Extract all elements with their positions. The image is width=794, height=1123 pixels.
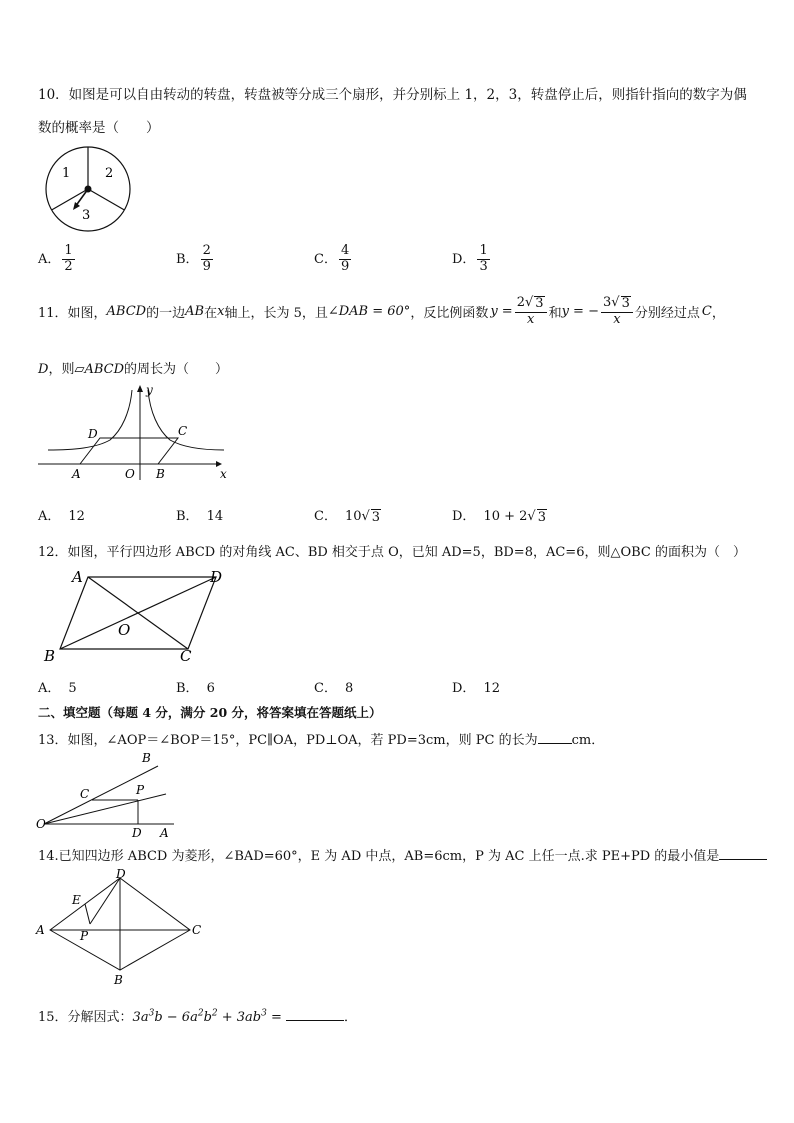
ray-op [44, 794, 166, 824]
q12-option-c[interactable]: C． 8 [314, 681, 354, 696]
q12-option-d[interactable]: D． 12 [452, 681, 500, 696]
hyperbola-right [148, 390, 224, 450]
label-b: B [44, 647, 56, 665]
label-c: C [192, 923, 202, 937]
label-c: C [80, 787, 90, 801]
label-p: P [80, 929, 89, 943]
q15-answer-blank[interactable] [286, 1020, 344, 1021]
parallelogram-abcd [80, 438, 178, 464]
label-a: A [72, 568, 83, 586]
q11-stem-line1: 11．如图， ABCD 的一边 AB 在 x 轴上，长为 5，且 ∠DAB = 60° ，反比例函数 y = 2√ 3 x 和 y = − 3√ 3 x 分别经过点 C ， [38, 295, 725, 327]
q10-option-a[interactable]: A． $\frac{1}{2}$ [38, 243, 73, 274]
spinner-label-2: 2 [105, 166, 114, 181]
spinner-pivot [85, 186, 92, 193]
label-b: B [156, 467, 165, 481]
label-d: D [116, 867, 126, 881]
label-a: A [36, 923, 45, 937]
label-c: C [178, 424, 188, 438]
label-c: C [180, 647, 192, 665]
label-x: x [220, 467, 227, 481]
q10-option-b[interactable]: B． $\frac{2}{9}$ [176, 243, 211, 274]
spinner-divider-right [88, 189, 124, 210]
q11-option-b[interactable]: B． 14 [176, 509, 224, 524]
q14-stem: 14.已知四边形 ABCD 为菱形，∠BAD=60°，E 为 AD 中点，AB=6cm，P 为 AC 上任一点.求 PE+PD 的最小值是 [38, 845, 767, 864]
label-p: P [136, 783, 145, 797]
q12-option-b[interactable]: B． 6 [176, 681, 215, 696]
q11-stem-line2: D，则▱ABCD的周长为（ ） [38, 362, 229, 377]
q11-option-a[interactable]: A． 12 [38, 509, 85, 524]
label-y: y [146, 383, 153, 397]
label-o: O [125, 467, 135, 481]
label-a: A [72, 467, 81, 481]
q10-option-c[interactable]: C． $\frac{4}{9}$ [314, 243, 350, 274]
label-a: A [160, 826, 169, 840]
q15-stem: 15．分解因式：$3a^3b - 6a^2b^2 + 3ab^3$ = ． [38, 1008, 358, 1025]
spinner-figure [44, 145, 136, 237]
pointer-arrowhead-icon [73, 202, 80, 210]
spinner-divider-left [52, 189, 88, 210]
q12-figure [40, 565, 230, 665]
segment-pd [90, 878, 120, 924]
q14-figure [34, 866, 214, 988]
q12-stem: 12．如图，平行四边形 ABCD 的对角线 AC、BD 相交于点 O，已知 AD=5，BD=8，AC=6，则△OBC 的面积为（ ） [38, 545, 746, 560]
label-d: D [132, 826, 142, 840]
q10-stem-line2: 数的概率是（ ） [38, 120, 160, 136]
label-e: E [72, 893, 81, 907]
label-o: O [118, 621, 131, 639]
q11-option-c[interactable]: C． 10√ 3 [314, 509, 381, 525]
q12-option-a[interactable]: A． 5 [38, 681, 77, 696]
q13-stem: 13．如图，∠AOP＝∠BOP＝15°，PC∥OA，PD⊥OA，若 PD=3cm，则 PC 的长为 cm． [38, 733, 605, 748]
spinner-label-1: 1 [62, 166, 71, 181]
y-axis-arrow-icon [137, 385, 143, 392]
q10-stem-line1: 10．如图是可以自由转动的转盘，转盘被等分成三个扇形，并分别标上 1，2，3，转盘停止后，则指针指向的数字为偶 [38, 87, 747, 103]
spinner-label-3: 3 [82, 208, 91, 223]
hyperbola-left [48, 390, 132, 450]
label-b: B [114, 973, 123, 987]
q10-option-d[interactable]: D． $\frac{1}{3}$ [452, 243, 488, 274]
q11-option-d[interactable]: D． 10 + 2√ 3 [452, 509, 546, 525]
label-b: B [142, 751, 151, 765]
label-d: D [210, 568, 223, 586]
q13-answer-blank[interactable] [538, 743, 572, 744]
label-d: D [88, 427, 98, 441]
section-2-title: 二、填空题（每题 4 分，满分 20 分，将答案填在答题纸上） [38, 705, 382, 720]
q14-answer-blank[interactable] [719, 859, 767, 860]
q11-graph [36, 382, 226, 482]
q13-figure [34, 748, 184, 840]
segment-pe [85, 904, 90, 924]
label-o: O [36, 817, 46, 831]
